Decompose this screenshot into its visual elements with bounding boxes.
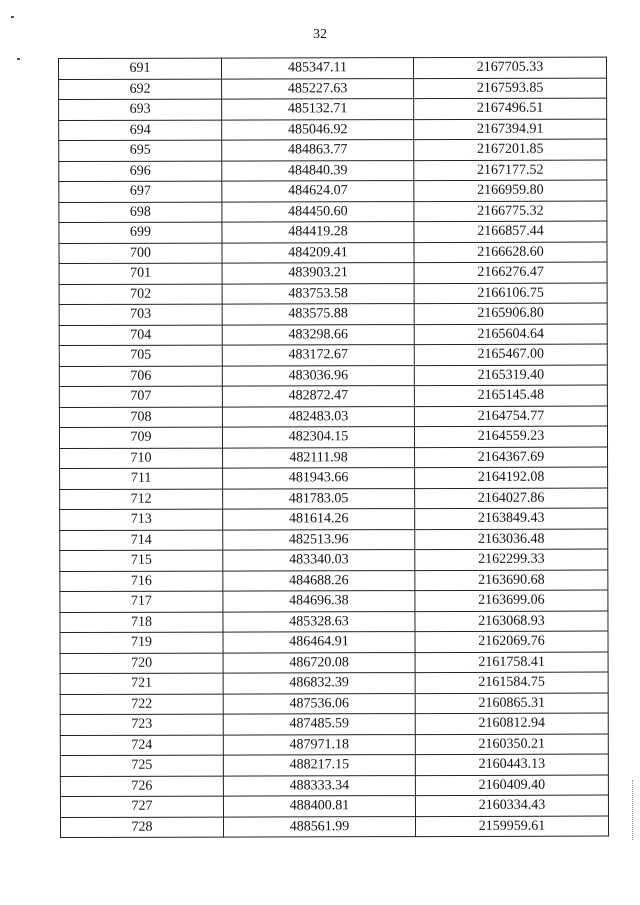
x-coordinate-cell: 483575.88 (222, 304, 414, 325)
y-coordinate-cell: 2167201.85 (414, 139, 607, 160)
y-coordinate-cell: 2164559.23 (414, 426, 607, 447)
y-coordinate-cell: 2166775.32 (414, 201, 607, 222)
table-row (60, 447, 608, 469)
table-row (60, 570, 608, 592)
coordinates-table (58, 57, 609, 838)
x-coordinate-cell: 488561.99 (223, 816, 415, 837)
point-number-cell: 721 (60, 673, 223, 694)
y-coordinate-cell: 2166276.47 (414, 262, 607, 283)
point-number-cell: 697 (59, 181, 222, 202)
point-number-cell: 708 (59, 407, 222, 428)
x-coordinate-cell: 481614.26 (223, 509, 415, 530)
point-number-cell: 698 (59, 202, 222, 223)
scan-edge-mark (631, 780, 633, 840)
table-row (60, 713, 608, 735)
point-number-cell: 717 (60, 591, 223, 612)
point-number-cell: 724 (60, 735, 223, 756)
y-coordinate-cell: 2164367.69 (415, 447, 608, 468)
x-coordinate-cell: 485227.63 (222, 78, 414, 99)
point-number-cell: 699 (59, 222, 222, 243)
table-row (59, 344, 607, 366)
y-coordinate-cell: 2165319.40 (414, 365, 607, 386)
x-coordinate-cell: 484688.26 (223, 570, 415, 591)
y-coordinate-cell: 2164192.08 (415, 467, 608, 488)
x-coordinate-cell: 482111.98 (223, 447, 415, 468)
y-coordinate-cell: 2163068.93 (415, 611, 608, 632)
y-coordinate-cell: 2167705.33 (414, 57, 607, 78)
y-coordinate-cell: 2166857.44 (414, 221, 607, 242)
x-coordinate-cell: 485347.11 (222, 58, 414, 79)
x-coordinate-cell: 486832.39 (223, 673, 415, 694)
y-coordinate-cell: 2159959.61 (415, 816, 608, 837)
table-row (59, 262, 607, 284)
table-row (60, 549, 608, 571)
table-row (60, 529, 608, 551)
point-number-cell: 720 (60, 653, 223, 674)
table-row (60, 816, 608, 838)
point-number-cell: 711 (60, 468, 223, 489)
y-coordinate-cell: 2160812.94 (415, 713, 608, 734)
table-row (59, 201, 607, 223)
table-row (60, 590, 608, 612)
x-coordinate-cell: 483172.67 (222, 345, 414, 366)
point-number-cell: 696 (59, 161, 222, 182)
point-number-cell: 719 (60, 632, 223, 653)
y-coordinate-cell: 2163849.43 (415, 508, 608, 529)
table-row (59, 426, 607, 448)
x-coordinate-cell: 484450.60 (222, 201, 414, 222)
table-row (59, 365, 607, 387)
point-number-cell: 725 (60, 755, 223, 776)
x-coordinate-cell: 487971.18 (223, 734, 415, 755)
x-coordinate-cell: 482872.47 (222, 386, 414, 407)
table-row (60, 693, 608, 715)
table-row (59, 139, 607, 161)
y-coordinate-cell: 2160443.13 (415, 754, 608, 775)
point-number-cell: 722 (60, 694, 223, 715)
point-number-cell: 692 (59, 79, 222, 100)
x-coordinate-cell: 485046.92 (222, 119, 414, 140)
point-number-cell: 723 (60, 714, 223, 735)
point-number-cell: 716 (60, 571, 223, 592)
table-row (60, 775, 608, 797)
y-coordinate-cell: 2167593.85 (414, 78, 607, 99)
point-number-cell: 701 (59, 263, 222, 284)
table-row (59, 221, 607, 243)
point-number-cell: 691 (59, 58, 222, 79)
y-coordinate-cell: 2165906.80 (414, 303, 607, 324)
y-coordinate-cell: 2160350.21 (415, 734, 608, 755)
table-row (60, 652, 608, 674)
point-number-cell: 707 (59, 386, 222, 407)
point-number-cell: 714 (60, 530, 223, 551)
x-coordinate-cell: 484209.41 (222, 242, 414, 263)
table-row (60, 508, 608, 530)
point-number-cell: 702 (59, 284, 222, 305)
x-coordinate-cell: 486720.08 (223, 652, 415, 673)
page-number: 32 (313, 27, 327, 42)
x-coordinate-cell: 481943.66 (223, 468, 415, 489)
table-row (60, 631, 608, 653)
x-coordinate-cell: 486464.91 (223, 632, 415, 653)
x-coordinate-cell: 487485.59 (223, 714, 415, 735)
y-coordinate-cell: 2163690.68 (415, 570, 608, 591)
x-coordinate-cell: 488400.81 (223, 796, 415, 817)
y-coordinate-cell: 2163699.06 (415, 590, 608, 611)
y-coordinate-cell: 2165467.00 (414, 344, 607, 365)
x-coordinate-cell: 483753.58 (222, 283, 414, 304)
point-number-cell: 728 (60, 817, 223, 838)
y-coordinate-cell: 2167394.91 (414, 119, 607, 140)
y-coordinate-cell: 2167177.52 (414, 160, 607, 181)
table-row (59, 324, 607, 346)
x-coordinate-cell: 482304.15 (222, 427, 414, 448)
table-row (59, 385, 607, 407)
y-coordinate-cell: 2160865.31 (415, 693, 608, 714)
table-row (60, 734, 608, 756)
x-coordinate-cell: 482513.96 (223, 529, 415, 550)
scan-speck (11, 16, 14, 18)
x-coordinate-cell: 487536.06 (223, 693, 415, 714)
table-row (59, 303, 607, 325)
point-number-cell: 700 (59, 243, 222, 264)
y-coordinate-cell: 2166106.75 (414, 283, 607, 304)
point-number-cell: 715 (60, 550, 223, 571)
point-number-cell: 695 (59, 140, 222, 161)
point-number-cell: 713 (60, 509, 223, 530)
table-row (59, 57, 607, 79)
table-row (60, 467, 608, 489)
y-coordinate-cell: 2164754.77 (414, 406, 607, 427)
point-number-cell: 727 (60, 796, 223, 817)
x-coordinate-cell: 484696.38 (223, 591, 415, 612)
point-number-cell: 705 (59, 345, 222, 366)
table-row (59, 160, 607, 182)
table-row (59, 406, 607, 428)
point-number-cell: 693 (59, 99, 222, 120)
x-coordinate-cell: 483298.66 (222, 324, 414, 345)
x-coordinate-cell: 485132.71 (222, 99, 414, 120)
y-coordinate-cell: 2165145.48 (414, 385, 607, 406)
x-coordinate-cell: 484419.28 (222, 222, 414, 243)
x-coordinate-cell: 483903.21 (222, 263, 414, 284)
point-number-cell: 726 (60, 776, 223, 797)
scan-speck (17, 58, 20, 60)
point-number-cell: 703 (59, 304, 222, 325)
x-coordinate-cell: 484840.39 (222, 160, 414, 181)
y-coordinate-cell: 2162299.33 (415, 549, 608, 570)
point-number-cell: 709 (59, 427, 222, 448)
y-coordinate-cell: 2164027.86 (415, 488, 608, 509)
point-number-cell: 706 (59, 366, 222, 387)
y-coordinate-cell: 2161584.75 (415, 672, 608, 693)
table-row (60, 488, 608, 510)
x-coordinate-cell: 484624.07 (222, 181, 414, 202)
x-coordinate-cell: 482483.03 (222, 406, 414, 427)
point-number-cell: 694 (59, 120, 222, 141)
table-row (60, 672, 608, 694)
y-coordinate-cell: 2166628.60 (414, 242, 607, 263)
y-coordinate-cell: 2163036.48 (415, 529, 608, 550)
x-coordinate-cell: 485328.63 (223, 611, 415, 632)
y-coordinate-cell: 2165604.64 (414, 324, 607, 345)
table-row (59, 119, 607, 141)
table-row (59, 242, 607, 264)
x-coordinate-cell: 481783.05 (223, 488, 415, 509)
point-number-cell: 718 (60, 612, 223, 633)
y-coordinate-cell: 2160334.43 (415, 795, 608, 816)
point-number-cell: 710 (60, 448, 223, 469)
table-row (59, 283, 607, 305)
x-coordinate-cell: 484863.77 (222, 140, 414, 161)
table-row (60, 611, 608, 633)
y-coordinate-cell: 2162069.76 (415, 631, 608, 652)
table-row (59, 180, 607, 202)
table-row (59, 78, 607, 100)
y-coordinate-cell: 2160409.40 (415, 775, 608, 796)
table-row (60, 795, 608, 817)
table-row (60, 754, 608, 776)
y-coordinate-cell: 2161758.41 (415, 652, 608, 673)
point-number-cell: 712 (60, 489, 223, 510)
coordinates-table-body (59, 57, 609, 837)
point-number-cell: 704 (59, 325, 222, 346)
y-coordinate-cell: 2166959.80 (414, 180, 607, 201)
y-coordinate-cell: 2167496.51 (414, 98, 607, 119)
x-coordinate-cell: 488333.34 (223, 775, 415, 796)
x-coordinate-cell: 483340.03 (223, 550, 415, 571)
x-coordinate-cell: 488217.15 (223, 755, 415, 776)
x-coordinate-cell: 483036.96 (222, 365, 414, 386)
table-row (59, 98, 607, 120)
